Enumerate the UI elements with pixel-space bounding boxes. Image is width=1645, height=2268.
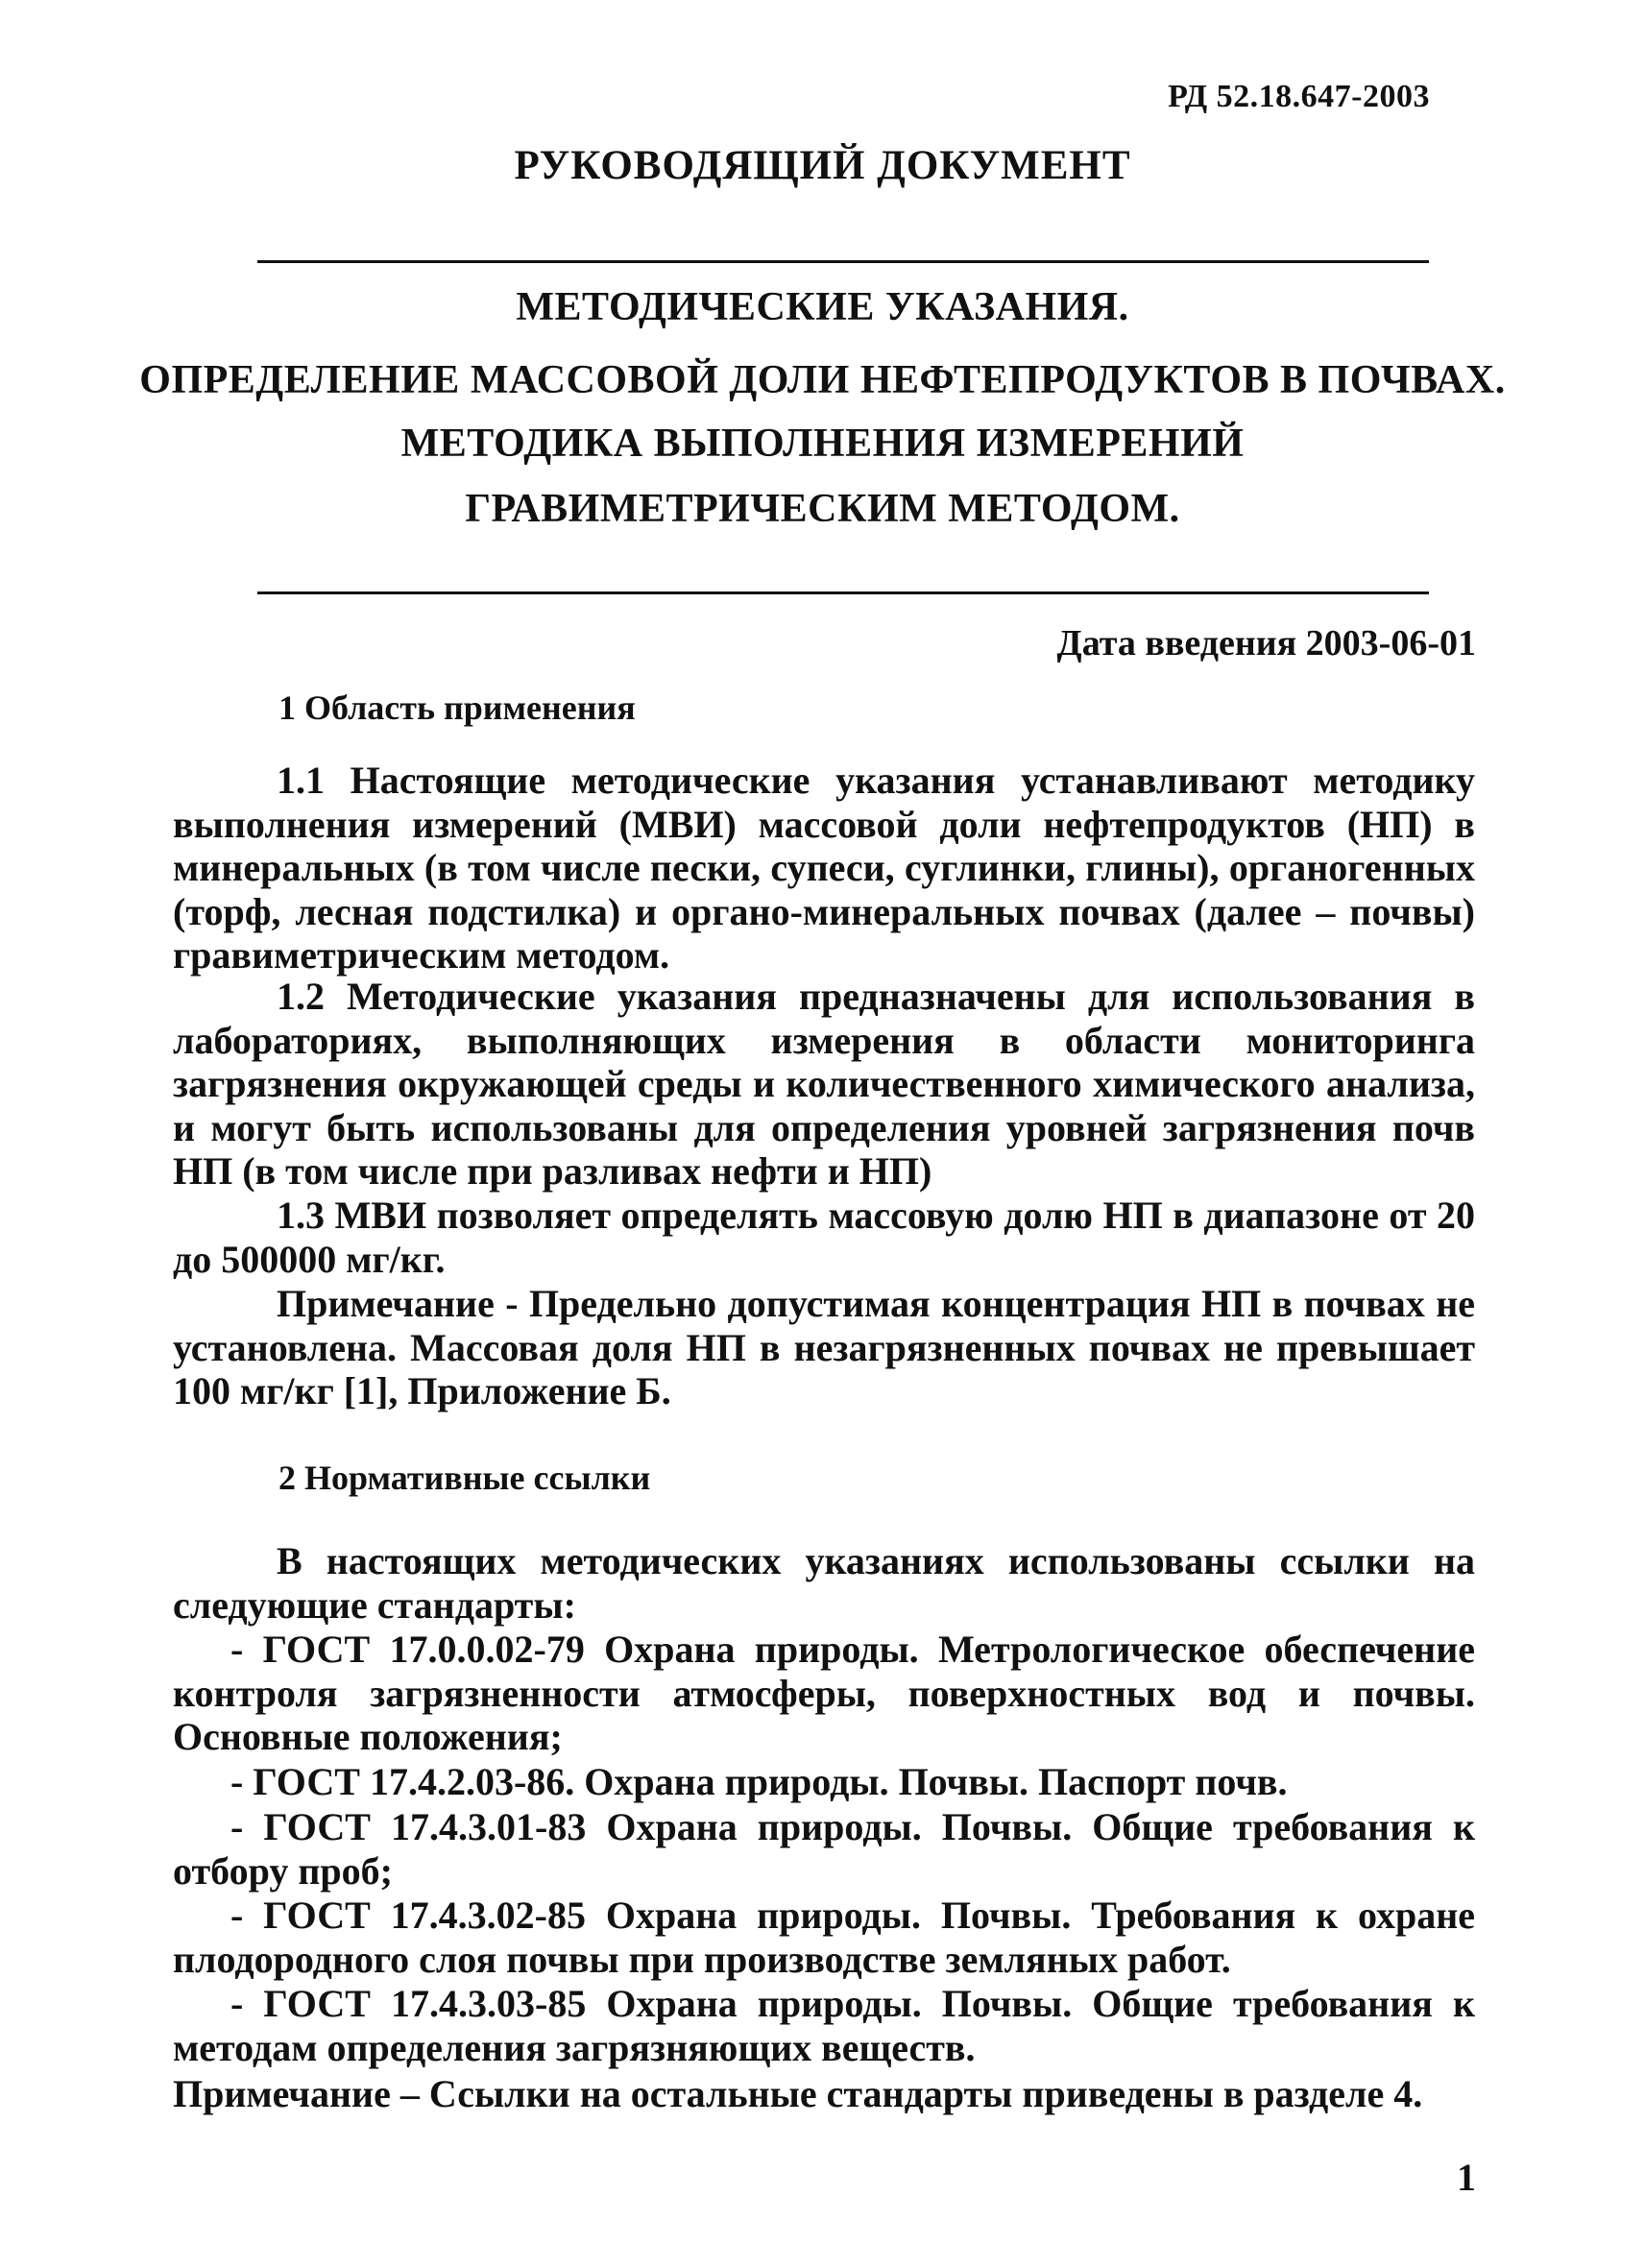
paragraph-1-2: 1.2 Методические указания предназначены для использования в лабораториях, выполняющих измерения в области мониторинга загрязнения окружающей среды и количественного химического анализа, и могут быть использованы для определения уровней загрязнения почв НП (в том числе при разливах нефти и НП) — [173, 975, 1475, 1193]
reference-list-item: - ГОСТ 17.4.2.03-86. Охрана природы. Почвы. Паспорт почв. — [230, 1760, 1288, 1803]
note-section-1: Примечание - Предельно допустимая концентрация НП в почвах не установлена. Массовая доля НП в незагрязненных почвах не превышает 100 мг/кг [1], Приложение Б. — [173, 1282, 1475, 1412]
reference-list-item: - ГОСТ 17.4.3.01-83 Охрана природы. Почвы. Общие требования к отбору проб; — [173, 1805, 1475, 1893]
title-line-1: МЕТОДИЧЕСКИЕ УКАЗАНИЯ. — [516, 285, 1129, 329]
paragraph-1-1: 1.1 Настоящие методические указания устанавливают методику выполнения измерений (МВИ) массовой доли нефтепродуктов (НП) в минеральных (в том числе пески, супеси, суглинки, глины), органогенных (торф, лесная подстилка) и органо-минеральных почвах (далее – почвы) гравиметрическим методом. — [173, 759, 1475, 977]
title-line-3: МЕТОДИКА ВЫПОЛНЕНИЯ ИЗМЕРЕНИЙ — [400, 422, 1245, 466]
document-code: РД 52.18.647-2003 — [1168, 79, 1430, 114]
title-line-4: ГРАВИМЕТРИЧЕСКИМ МЕТОДОМ. — [465, 487, 1180, 531]
paragraph-2-intro: В настоящих методических указаниях использованы ссылки на следующие стандарты: — [173, 1539, 1475, 1627]
note-section-2: Примечание – Ссылки на остальные стандарты приведены в разделе 4. — [173, 2072, 1423, 2115]
introduction-date: Дата введения 2003-06-01 — [1056, 623, 1476, 664]
reference-list-item: - ГОСТ 17.4.3.03-85 Охрана природы. Почвы. Общие требования к методам определения загрязняющих веществ. — [173, 1982, 1475, 2069]
section-heading-scope: 1 Область применения — [278, 688, 636, 727]
page-number: 1 — [1457, 2156, 1476, 2199]
top-divider — [257, 260, 1429, 263]
reference-list-item: - ГОСТ 17.4.3.02-85 Охрана природы. Почвы. Требования к охране плодородного слоя почвы при производстве земляных работ. — [173, 1894, 1475, 1981]
section-heading-normative-references: 2 Нормативные ссылки — [278, 1459, 651, 1497]
reference-list-item: - ГОСТ 17.0.0.02-79 Охрана природы. Метрологическое обеспечение контроля загрязненности атмосферы, поверхностных вод и почвы. Основные положения; — [173, 1628, 1475, 1758]
title-line-2: ОПРЕДЕЛЕНИЕ МАССОВОЙ ДОЛИ НЕФТЕПРОДУКТОВ В ПОЧВАХ. — [139, 358, 1506, 402]
paragraph-1-3: 1.3 МВИ позволяет определять массовую долю НП в диапазоне от 20 до 500000 мг/кг. — [173, 1194, 1475, 1281]
document-type-heading: РУКОВОДЯЩИЙ ДОКУМЕНТ — [514, 143, 1131, 188]
bottom-divider — [257, 591, 1429, 594]
